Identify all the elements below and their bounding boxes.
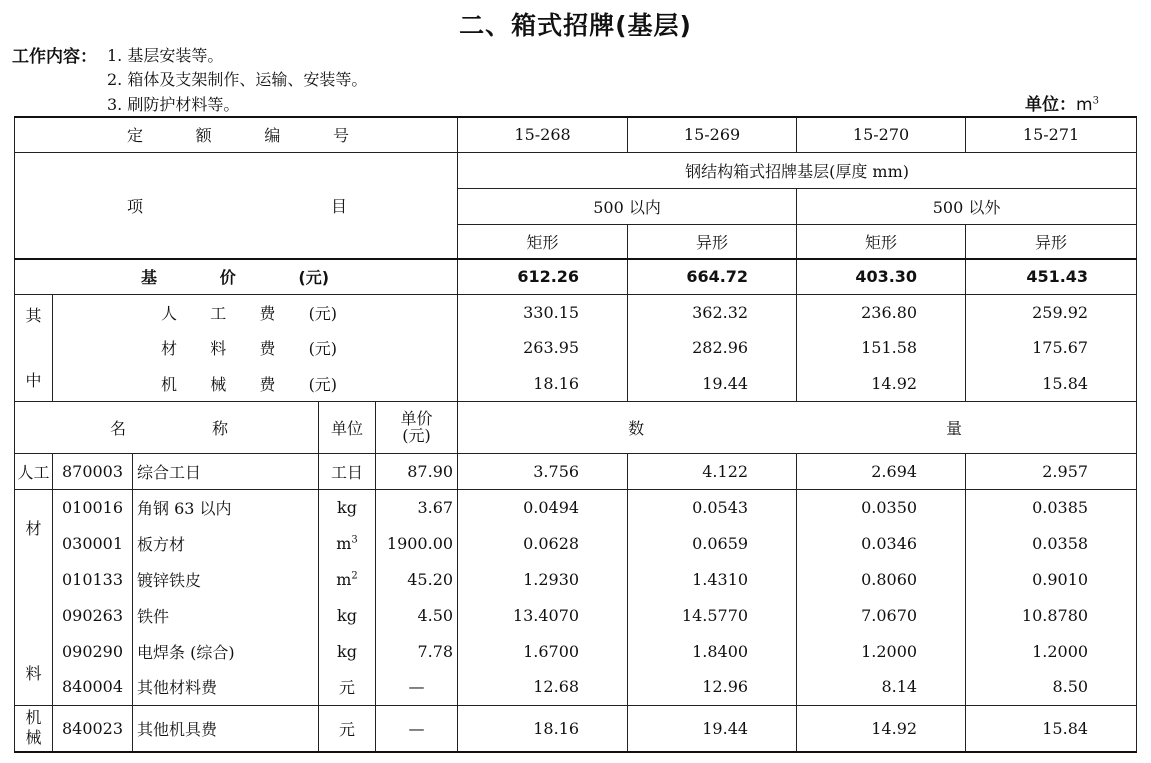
quantity-value: 7.0670 xyxy=(797,597,966,633)
item-unit: 工日 xyxy=(319,453,376,489)
quota-table xyxy=(14,116,1137,753)
sub-group: 500 以内 xyxy=(458,188,797,224)
base-price-value: 664.72 xyxy=(628,259,797,294)
quantity-value: 0.0346 xyxy=(797,525,966,561)
shape-label: 异形 xyxy=(628,224,797,259)
quantity-value: 0.0628 xyxy=(458,525,628,561)
quantity-value: 18.16 xyxy=(458,705,628,752)
quantity-value: 0.0494 xyxy=(458,489,628,525)
item-price: — xyxy=(376,705,458,752)
cost-value: 263.95 xyxy=(458,330,628,365)
group-title: 钢结构箱式招牌基层(厚度 mm) xyxy=(458,152,1137,188)
work-item: 1. 基层安装等。 xyxy=(107,46,224,65)
sub-group: 500 以外 xyxy=(797,188,1137,224)
item-code: 030001 xyxy=(53,525,133,561)
item-label: 项 目 xyxy=(15,152,458,259)
quantity-value: 0.0358 xyxy=(966,525,1137,561)
item-name: 其他机具费 xyxy=(133,705,319,752)
quantity-value: 0.0385 xyxy=(966,489,1137,525)
quantity-value: 0.0659 xyxy=(628,525,797,561)
unit-header: 单位 xyxy=(319,401,376,453)
cost-value: 18.16 xyxy=(458,366,628,401)
item-name: 综合工日 xyxy=(133,453,319,489)
quantity-value: 13.4070 xyxy=(458,597,628,633)
quantity-value: 1.6700 xyxy=(458,633,628,669)
quantity-value: 14.92 xyxy=(797,705,966,752)
cost-label: 机 械 费 (元) xyxy=(53,366,458,401)
item-code: 870003 xyxy=(53,453,133,489)
cost-value: 282.96 xyxy=(628,330,797,365)
item-unit: kg xyxy=(319,633,376,669)
item-code: 090290 xyxy=(53,633,133,669)
quantity-value: 0.0350 xyxy=(797,489,966,525)
cost-value: 236.80 xyxy=(797,294,966,330)
quantity-value: 0.9010 xyxy=(966,561,1137,597)
price-header: 单价 (元) xyxy=(376,401,458,453)
item-code: 090263 xyxy=(53,597,133,633)
quota-code-label: 定 额 编 号 xyxy=(15,117,458,152)
quantity-value: 1.2930 xyxy=(458,561,628,597)
quota-code: 15-269 xyxy=(628,117,797,152)
quantity-header: 数 量 xyxy=(458,401,1137,453)
item-price: 87.90 xyxy=(376,453,458,489)
item-unit: 元 xyxy=(319,669,376,705)
item-price: 4.50 xyxy=(376,597,458,633)
quantity-value: 0.8060 xyxy=(797,561,966,597)
quantity-value: 10.8780 xyxy=(966,597,1137,633)
cost-label: 人 工 费 (元) xyxy=(53,294,458,330)
item-price: 1900.00 xyxy=(376,525,458,561)
work-content-label: 工作内容： xyxy=(12,47,97,67)
quantity-value: 1.2000 xyxy=(966,633,1137,669)
unit-value: m xyxy=(1076,95,1093,115)
cost-value: 259.92 xyxy=(966,294,1137,330)
base-price-label: 基 价 (元) xyxy=(15,259,458,294)
quantity-value: 14.5770 xyxy=(628,597,797,633)
cost-value: 19.44 xyxy=(628,366,797,401)
quota-code: 15-270 xyxy=(797,117,966,152)
machinery-side-label: 机 械 xyxy=(15,705,53,752)
quantity-value: 19.44 xyxy=(628,705,797,752)
quantity-value: 3.756 xyxy=(458,453,628,489)
unit-label: 单位： xyxy=(1025,95,1076,115)
item-price: — xyxy=(376,669,458,705)
quantity-value: 4.122 xyxy=(628,453,797,489)
of-which-label: 其 中 xyxy=(15,294,53,401)
base-price-value: 403.30 xyxy=(797,259,966,294)
item-price: 45.20 xyxy=(376,561,458,597)
quantity-value: 2.694 xyxy=(797,453,966,489)
shape-label: 矩形 xyxy=(458,224,628,259)
quantity-value: 2.957 xyxy=(966,453,1137,489)
item-code: 840023 xyxy=(53,705,133,752)
item-name: 其他材料费 xyxy=(133,669,319,705)
shape-label: 异形 xyxy=(966,224,1137,259)
base-price-value: 612.26 xyxy=(458,259,628,294)
quantity-value: 8.50 xyxy=(966,669,1137,705)
quota-code: 15-268 xyxy=(458,117,628,152)
quantity-value: 1.4310 xyxy=(628,561,797,597)
quantity-value: 1.8400 xyxy=(628,633,797,669)
item-code: 010133 xyxy=(53,561,133,597)
item-name: 铁件 xyxy=(133,597,319,633)
quantity-value: 0.0543 xyxy=(628,489,797,525)
item-unit: 元 xyxy=(319,705,376,752)
quantity-value: 15.84 xyxy=(966,705,1137,752)
work-item: 2. 箱体及支架制作、运输、安装等。 xyxy=(107,70,368,89)
item-code: 010016 xyxy=(53,489,133,525)
item-price: 7.78 xyxy=(376,633,458,669)
item-name: 板方材 xyxy=(133,525,319,561)
page-title: 二、箱式招牌(基层) xyxy=(459,11,692,40)
cost-value: 175.67 xyxy=(966,330,1137,365)
quota-code: 15-271 xyxy=(966,117,1137,152)
item-price: 3.67 xyxy=(376,489,458,525)
cost-value: 15.84 xyxy=(966,366,1137,401)
quantity-value: 12.68 xyxy=(458,669,628,705)
quantity-value: 12.96 xyxy=(628,669,797,705)
base-price-value: 451.43 xyxy=(966,259,1137,294)
labor-side-label: 人工 xyxy=(15,453,53,489)
material-side-label: 材 料 xyxy=(15,489,53,705)
quantity-value: 8.14 xyxy=(797,669,966,705)
item-unit: kg xyxy=(319,489,376,525)
item-code: 840004 xyxy=(53,669,133,705)
cost-value: 14.92 xyxy=(797,366,966,401)
work-item: 3. 刷防护材料等。 xyxy=(107,95,240,114)
item-name: 电焊条 (综合) xyxy=(133,633,319,669)
cost-value: 151.58 xyxy=(797,330,966,365)
unit-indicator xyxy=(1025,90,1099,115)
item-unit: $m^3$ xyxy=(319,525,376,561)
shape-label: 矩形 xyxy=(797,224,966,259)
unit-exponent: 3 xyxy=(1092,95,1099,107)
item-unit: kg xyxy=(319,597,376,633)
quantity-value: 1.2000 xyxy=(797,633,966,669)
item-name: 镀锌铁皮 xyxy=(133,561,319,597)
name-header: 名 称 xyxy=(15,401,319,453)
item-name: 角钢 63 以内 xyxy=(133,489,319,525)
cost-label: 材 料 费 (元) xyxy=(53,330,458,365)
item-unit: $m^2$ xyxy=(319,561,376,597)
cost-value: 362.32 xyxy=(628,294,797,330)
cost-value: 330.15 xyxy=(458,294,628,330)
